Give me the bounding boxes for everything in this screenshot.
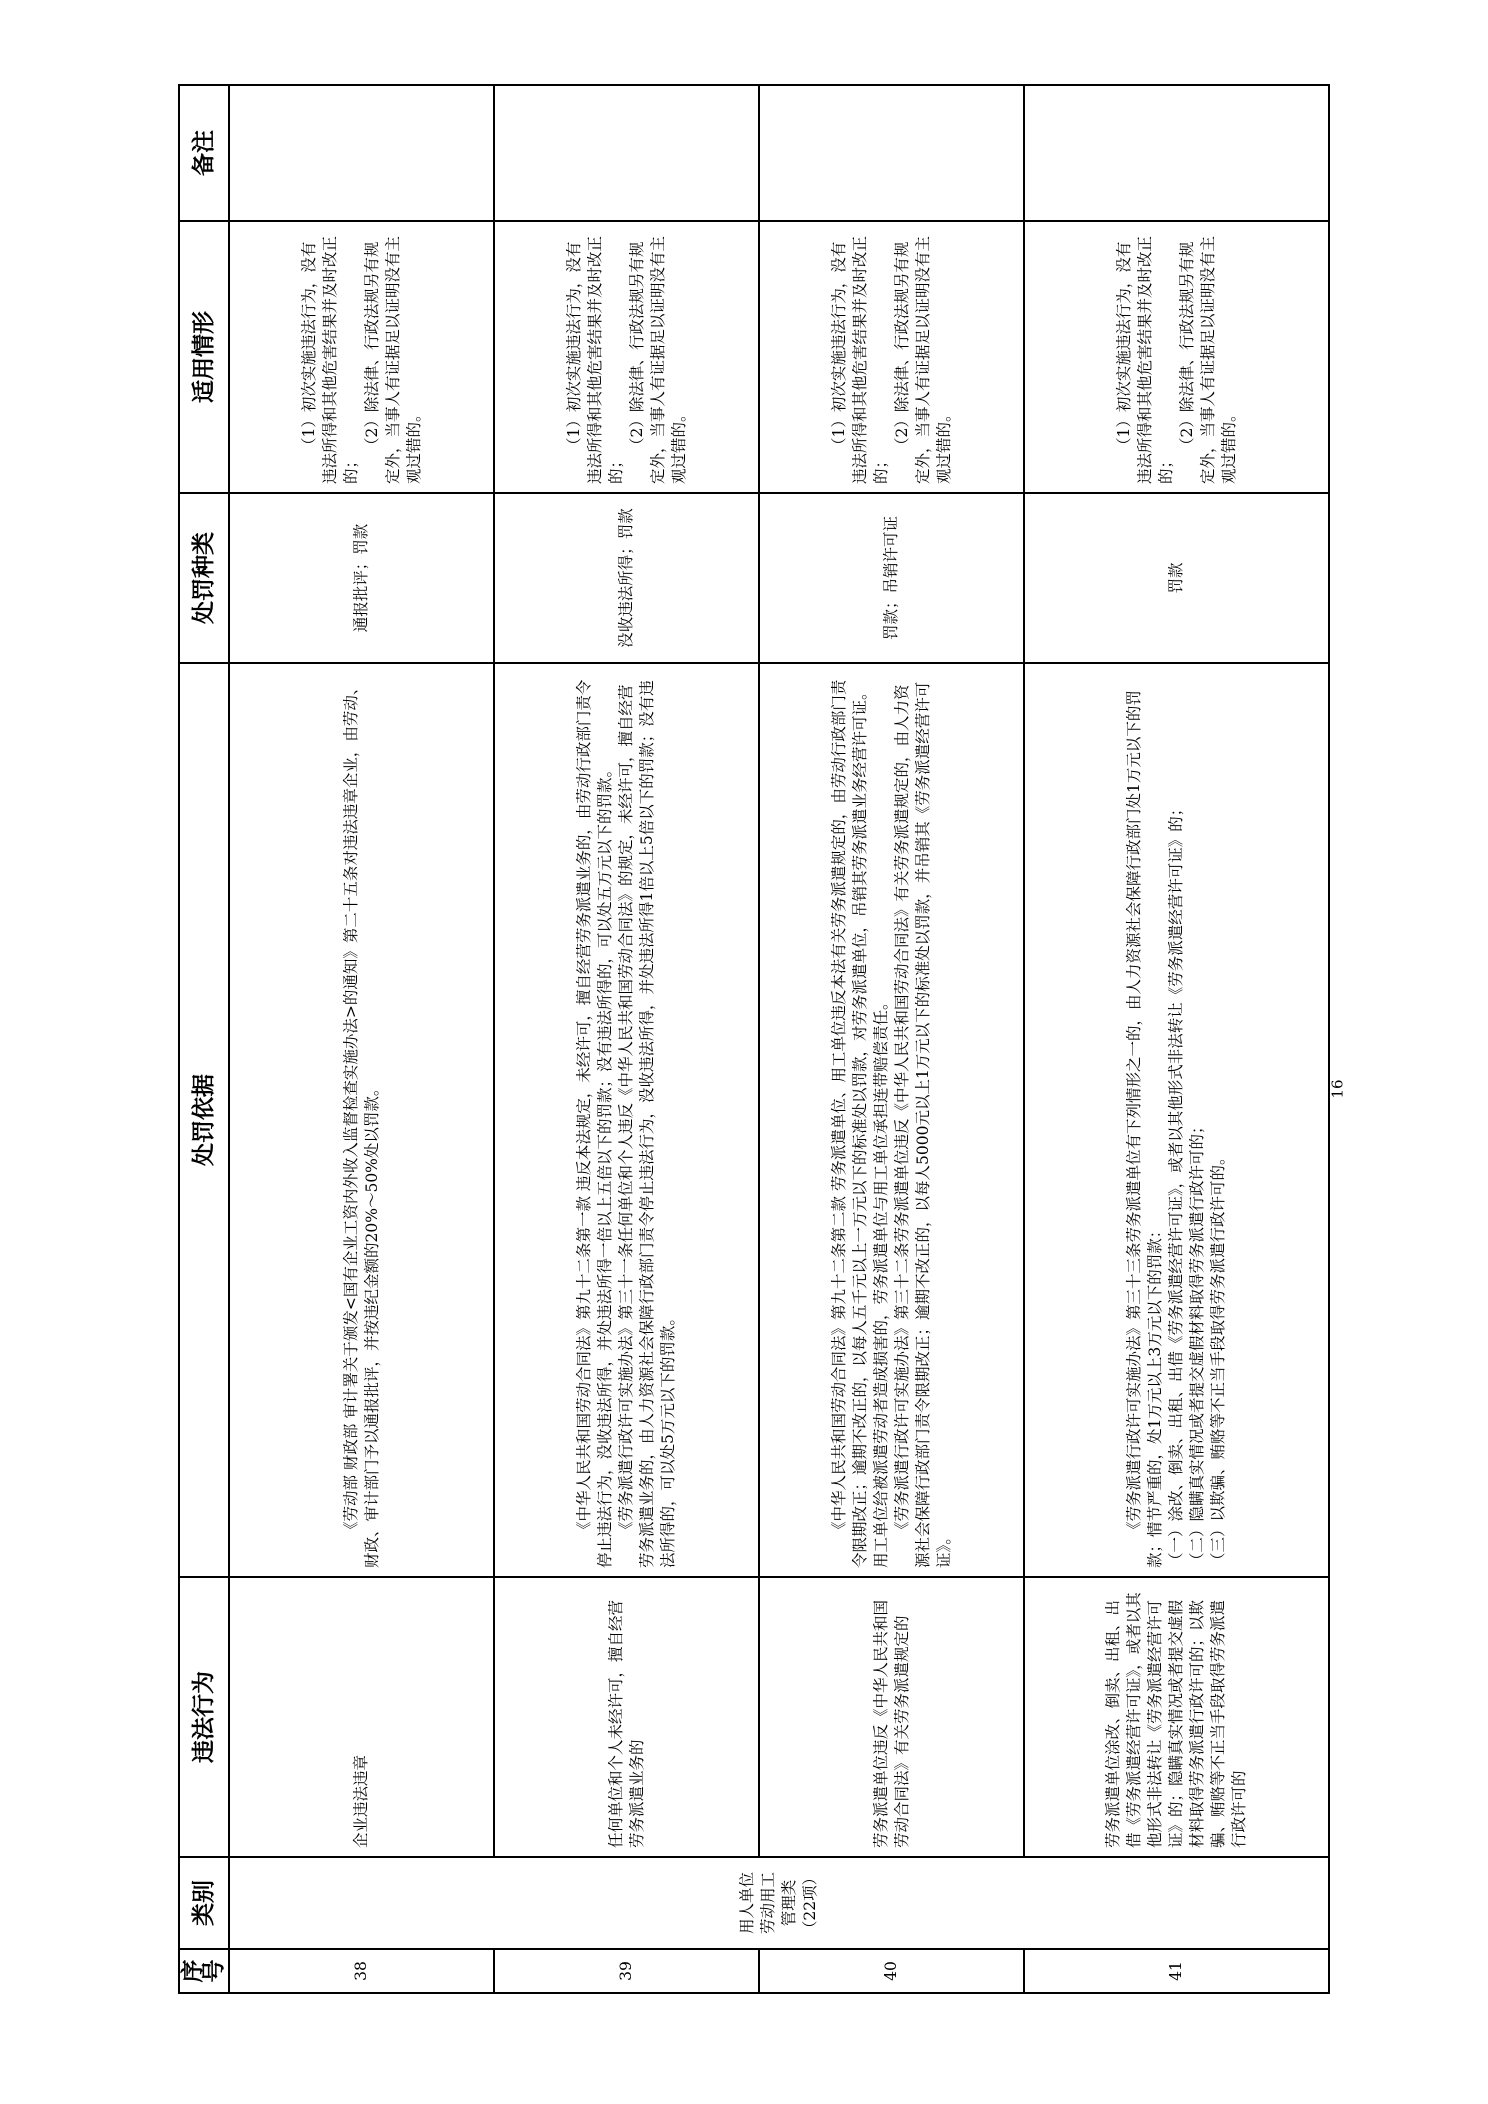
situation-cell [229,221,494,493]
row-number: 41 [1024,1949,1329,1993]
penalty-table [178,84,1330,1994]
violation-cell: 劳务派遣单位违反《中华人民共和国劳动合同法》有关劳务派遣规定的 [759,1577,1024,1857]
penalty-cell: 没收违法所得；罚款 [494,493,759,663]
basis-cell [759,663,1024,1577]
basis-paragraph: 《劳务派遣行政许可实施办法》第三十二条劳务派遣单位违反《中华人民共和国劳动合同法》有关劳务派遣规定的，由人力资源社会保障行政部门责令限期改正；逾期不改正的，以每人5000元以上1万元以下的标准处以罚款，并吊销其《劳务派遣经营许可证》。 [892,681,953,1568]
remark-cell [1024,85,1329,221]
basis-paragraph: 《中华人民共和国劳动合同法》第九十二条第一款 违反本法规定，未经许可，擅自经营劳务派遣业务的，由劳动行政部门责令停止违法行为，没收违法所得，并处违法所得一倍以上五倍以下的罚款；没有违法所得的，可以处五万元以下的罚款。 [575,679,615,1568]
situation-item: （1）初次实施违法行为，没有违法所得和其他危害结果并及时改正的； [299,235,360,484]
situation-item: （1）初次实施违法行为，没有违法所得和其他危害结果并及时改正的； [564,235,625,484]
situation-cell [1024,221,1329,493]
basis-paragraph: 《劳务派遣行政许可实施办法》第三十一条任何单位和个人违反《中华人民共和国劳动合同法》的规定，未经许可，擅自经营劳务派遣业务的，由人力资源社会保障行政部门责令停止违法行为，没收违法所得，并处违法所得1倍以上5倍以下的罚款；没有违法所得的，可以处5万元以下的罚款。 [617,680,678,1568]
violation-cell: 任何单位和个人未经许可，擅自经营劳务派遣业务的 [494,1577,759,1857]
header-category: 类别 [179,1857,229,1949]
remark-cell [229,85,494,221]
rotated-page [178,86,1330,1994]
situation-item: （1）初次实施违法行为，没有违法所得和其他危害结果并及时改正的； [829,235,890,484]
situation-item: （2）除法律、行政法规另有规定外，当事人有证据足以证明没有主观过错的。 [1177,235,1238,484]
penalty-cell: 罚款；吊销许可证 [759,493,1024,663]
basis-paragraph: 《劳务派遣行政许可实施办法》第三十三条劳务派遣单位有下列情形之一的，由人力资源社会保障行政部门处1万元以下的罚款；情节严重的，处1万元以上3万元以下的罚款： [1125,690,1165,1568]
header-penalty: 处罚种类 [179,493,229,663]
category-cell: 用人单位劳动用工管理类（22项） [229,1857,1329,1949]
situation-item: （2）除法律、行政法规另有规定外，当事人有证据足以证明没有主观过错的。 [362,235,423,484]
row-number: 39 [494,1949,759,1993]
header-remark: 备注 [179,85,229,221]
violation-cell: 企业违法违章 [229,1577,494,1857]
remark-cell [494,85,759,221]
penalty-cell: 通报批评；罚款 [229,493,494,663]
basis-paragraph: 《劳动部 财政部 审计署关于颁发<国有企业工资内外收入监督检查实施办法>的通知》第二十五条对违法违章企业，由劳动、财政、审计部门予以通报批评，并按违纪金额的20%～50%处以罚款。 [341,679,381,1568]
basis-cell [1024,663,1329,1577]
header-situation: 适用情形 [179,221,229,493]
situation-item: （2）除法律、行政法规另有规定外，当事人有证据足以证明没有主观过错的。 [627,235,688,484]
basis-cell [494,663,759,1577]
basis-cell [229,663,494,1577]
header-violation: 违法行为 [179,1577,229,1857]
situation-item: （1）初次实施违法行为，没有违法所得和其他危害结果并及时改正的； [1114,235,1175,484]
situation-cell [494,221,759,493]
basis-paragraph: （一）涂改、倒卖、出租、出借《劳务派遣经营许可证》，或者以其他形式非法转让《劳务派遣经营许可证》的； [1167,800,1186,1568]
table-row [1024,85,1329,1993]
situation-item: （2）除法律、行政法规另有规定外，当事人有证据足以证明没有主观过错的。 [892,235,953,484]
row-number: 40 [759,1949,1024,1993]
row-number: 38 [229,1949,494,1993]
table-header-row [179,85,229,1993]
basis-paragraph: （二）隐瞒真实情况或者提交虚假材料取得劳务派遣行政许可的； [1188,1118,1207,1568]
violation-cell: 劳务派遣单位涂改、倒卖、出租、出借《劳务派遣经营许可证》，或者以其他形式非法转让《劳务派遣经营许可证》的；隐瞒真实情况或者提交虚假材料取得劳务派遣行政许可的；以欺骗、贿赂等不正当手段取得劳务派遣行政许可的 [1024,1577,1329,1857]
basis-paragraph: 《中华人民共和国劳动合同法》第九十二条第二款 劳务派遣单位、用工单位违反本法有关劳务派遣规定的，由劳动行政部门责令限期改正；逾期不改正的，以每人五千元以上一万元以下的标准处以罚款，对劳务派遣单位，吊销其劳务派遣业务经营许可证。用工单位给被派遣劳动者造成损害的，劳务派遣单位与用工单位承担连带赔偿责任。 [829,679,890,1568]
basis-paragraph: （三）以欺骗、贿赂等不正当手段取得劳务派遣行政许可的。 [1209,1149,1228,1568]
header-seq: 序号 [179,1949,229,1993]
situation-cell [759,221,1024,493]
header-basis: 处罚依据 [179,663,229,1577]
page-number: 16 [1328,1079,1347,1099]
table-row [229,85,494,1993]
remark-cell [759,85,1024,221]
table-row [494,85,759,1993]
penalty-cell: 罚款 [1024,493,1329,663]
table-row [759,85,1024,1993]
